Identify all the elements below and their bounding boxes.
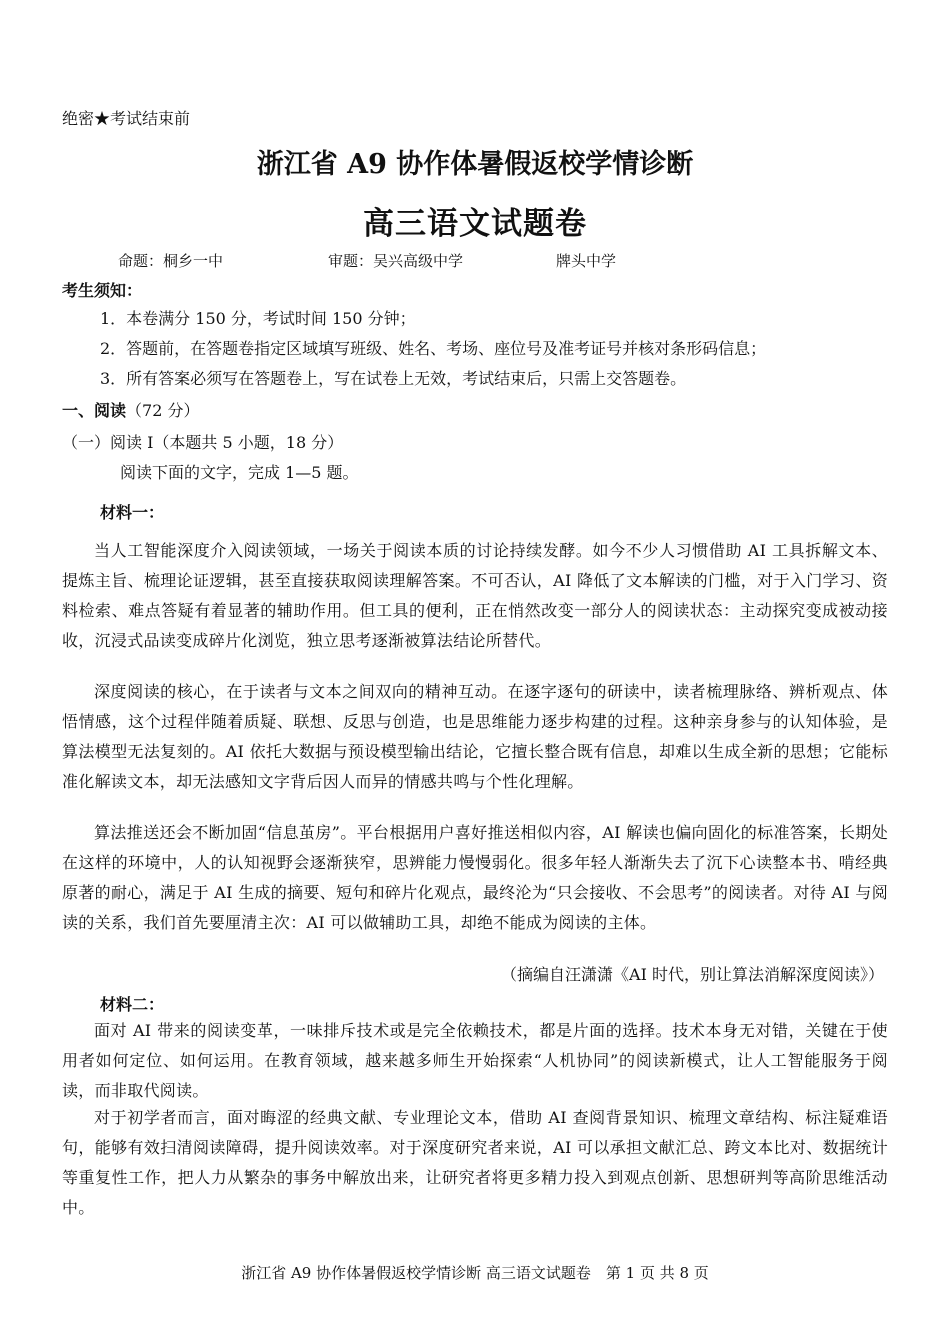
material-paragraph: 深度阅读的核心，在于读者与文本之间双向的精神互动。在逐字逐句的研读中，读者梳理脉络、辨析观点、体悟情感，这个过程伴随着质疑、联想、反思与创造，也是思维能力逐步构建的过程。这种亲身参与的认知体验，是算法模型无法复刻的。AI 依托大数据与预设模型输出结论，它擅长整合既有信息，却难以生成全新的思想；它能标准化解读文本，却无法感知文字背后因人而异的情感共鸣与个性化理解。 xyxy=(62,682,888,791)
page-footer: 浙江省 A9 协作体暑假返校学情诊断 高三语文试题卷 第 1 页 共 8 页 xyxy=(241,1264,709,1282)
subsection-heading: （一）阅读 I（本题共 5 小题，18 分） xyxy=(62,433,344,452)
material-two-heading: 材料二： xyxy=(100,995,165,1014)
secret-label: 绝密★考试结束前 xyxy=(62,109,191,128)
material-paragraph: 对于初学者而言，面对晦涩的经典文献、专业理论文本，借助 AI 查阅背景知识、梳理文章结构、标注疑难语句，能够有效扫清阅读障碍，提升阅读效率。对于深度研究者来说，AI 可以承担文献汇总、跨文本比对、数据统计等重复性工作，把人力从繁杂的事务中解放出来，让研究者将更多精力投入到观点创新、思想研判等高阶思维活动中。 xyxy=(62,1108,888,1217)
credit-school: 牌头中学 xyxy=(556,252,617,270)
reading-instruction: 阅读下面的文字，完成 1—5 题。 xyxy=(120,463,359,482)
notice-heading: 考生须知： xyxy=(62,281,143,300)
material-paragraph: 算法推送还会不断加固“信息茧房”。平台根据用户喜好推送相似内容，AI 解读也偏向固化的标准答案，长期处在这样的环境中，人的认知视野会逐渐狭窄，思辨能力慢慢弱化。很多年轻人渐渐失去了沉下心读整本书、啃经典原著的耐心，满足于 AI 生成的摘要、短句和碎片化观点，最终沦为“只会接收、不会思考”的阅读者。对待 AI 与阅读的关系，我们首先要厘清主次：AI 可以做辅助工具，却绝不能成为阅读的主体。 xyxy=(62,823,888,932)
material-paragraph: 面对 AI 带来的阅读变革，一味排斥技术或是完全依赖技术，都是片面的选择。技术本身无对错，关键在于使用者如何定位、如何运用。在教育领域，越来越多师生开始探索“人机协同”的阅读新模式，让人工智能服务于阅读，而非取代阅读。 xyxy=(62,1021,888,1100)
credit-author: 命题：桐乡一中 xyxy=(118,252,224,270)
material-paragraph: 当人工智能深度介入阅读领域，一场关于阅读本质的讨论持续发酵。如今不少人习惯借助 AI 工具拆解文本、提炼主旨、梳理论证逻辑，甚至直接获取阅读理解答案。不可否认，AI 降低了文本解读的门槛，对于入门学习、资料检索、难点答疑有着显著的辅助作用。但工具的便利，正在悄然改变一部分人的阅读状态：主动探究变成被动接收，沉浸式品读变成碎片化浏览，独立思考逐渐被算法结论所替代。 xyxy=(62,541,888,650)
exam-title: 浙江省 A9 协作体暑假返校学情诊断 xyxy=(256,149,694,180)
material-one-heading: 材料一： xyxy=(100,503,165,522)
notice-item: 2．答题前，在答题卷指定区域填写班级、姓名、考场、座位号及准考证号并核对条形码信息； xyxy=(100,339,767,358)
section-score: （72 分） xyxy=(126,401,200,420)
material-source: （摘编自汪潇潇《AI 时代，别让算法消解深度阅读》） xyxy=(501,965,884,984)
notice-item: 3．所有答案必须写在答题卷上，写在试卷上无效，考试结束后，只需上交答题卷。 xyxy=(100,369,687,388)
section-heading xyxy=(62,398,199,421)
credit-review: 审题：吴兴高级中学 xyxy=(328,252,464,270)
notice-item: 1．本卷满分 150 分，考试时间 150 分钟； xyxy=(100,309,416,328)
section-title: 一、阅读 xyxy=(62,401,127,420)
exam-subtitle: 高三语文试题卷 xyxy=(363,206,587,242)
